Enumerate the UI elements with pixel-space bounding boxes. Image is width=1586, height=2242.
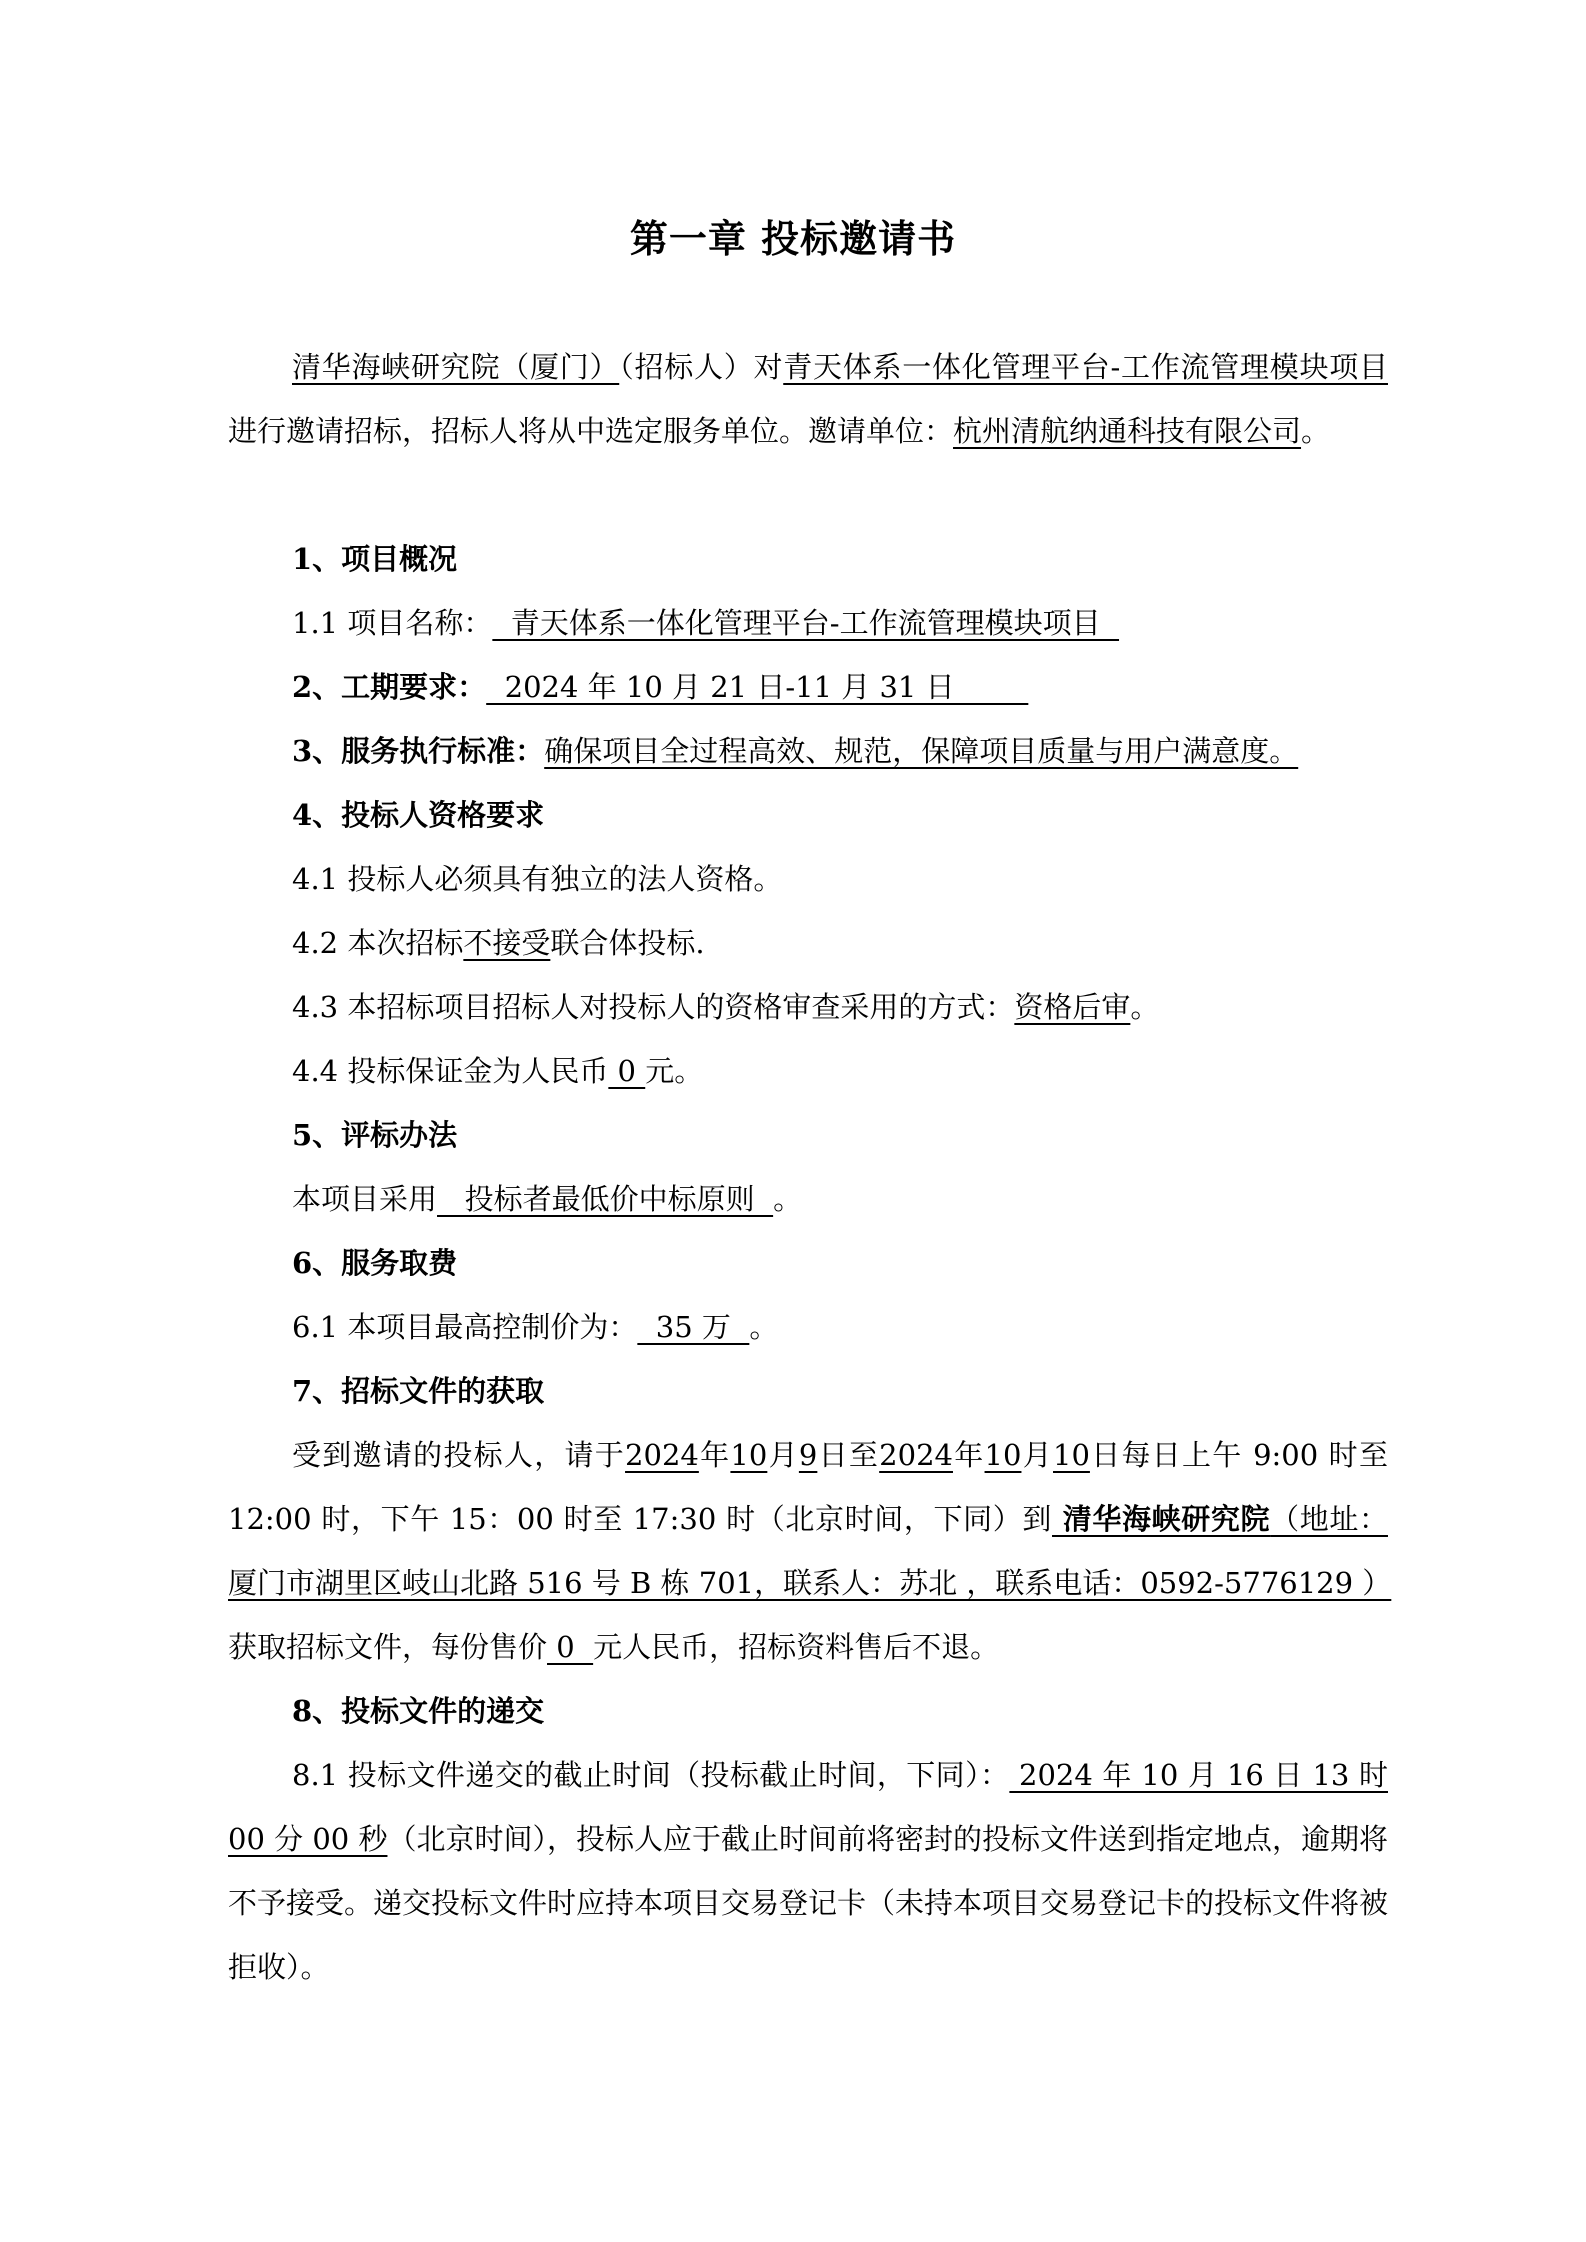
section-8-heading: 8、投标文件的递交	[292, 1694, 545, 1728]
qualification-4-1: 4.1 投标人必须具有独立的法人资格。	[292, 862, 783, 896]
intro-text-2: 进行邀请招标，招标人将从中选定服务单位。邀请单位：	[228, 414, 954, 448]
document-price: 0	[547, 1630, 594, 1664]
section-4-heading: 4、投标人资格要求	[292, 798, 545, 832]
bid-bond-amount: 0	[608, 1054, 646, 1088]
qualification-4-2-post: 联合体投标.	[550, 926, 705, 960]
qualification-4-4-post: 元。	[645, 1054, 704, 1088]
schedule-label: 2、工期要求：	[292, 670, 487, 704]
evaluation-pre: 本项目采用	[292, 1182, 438, 1216]
acq-text-2: 年	[698, 1438, 731, 1472]
start-month: 10	[730, 1438, 768, 1472]
start-year: 2024	[625, 1438, 699, 1472]
qualification-4-3-pre: 4.3 本招标项目招标人对投标人的资格审查采用的方式：	[292, 990, 1015, 1024]
section-2-line	[292, 655, 1452, 719]
start-day: 9	[798, 1438, 818, 1472]
invited-unit: 杭州清航纳通科技有限公司	[953, 414, 1302, 448]
lowest-price-principle: 投标者最低价中标原则	[437, 1182, 774, 1216]
chapter-title: 第一章 投标邀请书	[629, 216, 957, 261]
section-6-heading: 6、服务取费	[292, 1246, 458, 1280]
evaluation-method	[292, 1167, 1452, 1231]
max-price-post: 。	[749, 1310, 779, 1344]
section-7-heading: 7、招标文件的获取	[292, 1374, 545, 1408]
qualification-4-2	[292, 911, 1452, 975]
acq-text-6: 月	[1021, 1438, 1054, 1472]
max-price-value: 35 万	[637, 1310, 750, 1344]
section-1-heading: 1、项目概况	[292, 542, 458, 576]
max-price-line	[292, 1295, 1452, 1359]
submission-post: （北京时间），投标人应于截止时间前将密封的投标文件送到指定地点，逾期将不予接受。递交投标文件时应持本项目交易登记卡（未持本项目交易登记卡的投标文件将被拒收）。	[228, 1822, 1389, 1984]
project-name-value: 青天体系一体化管理平台-工作流管理模块项目	[492, 606, 1120, 640]
document-acquisition-paragraph	[228, 1423, 1392, 1679]
standard-value: 确保项目全过程高效、规范，保障项目质量与用户满意度。	[544, 734, 1299, 768]
submission-pre: 8.1 投标文件递交的截止时间（投标截止时间，下同）：	[292, 1758, 1010, 1792]
qualification-4-2-pre: 4.2 本次招标	[292, 926, 464, 960]
end-month: 10	[984, 1438, 1022, 1472]
qualification-4-4	[292, 1039, 1452, 1103]
max-price-pre: 6.1 本项目最高控制价为：	[292, 1310, 638, 1344]
section-5-heading: 5、评标办法	[292, 1118, 458, 1152]
section-1-item	[292, 591, 1452, 655]
end-day: 10	[1053, 1438, 1090, 1472]
qualification-4-3	[292, 975, 1452, 1039]
submission-deadline: 2024 年 10 月 16 日 13 时 00 分 00 秒	[228, 1758, 1388, 1856]
acq-text-7: 日每日上午 9:00 时至 12:00 时，下午 15：00 时至 17:30 时（北京时间，下同）到	[228, 1438, 1388, 1536]
section-3-line	[292, 719, 1452, 783]
project-name-label: 1.1 项目名称：	[292, 606, 493, 640]
submission-paragraph	[228, 1743, 1388, 1999]
qualification-4-3-post: 。	[1130, 990, 1160, 1024]
consortium-not-accepted: 不接受	[463, 926, 551, 960]
acq-text-1: 受到邀请的投标人，请于	[292, 1438, 626, 1472]
evaluation-post: 。	[773, 1182, 803, 1216]
project-name: 青天体系一体化管理平台-工作流管理模块项目	[783, 350, 1388, 384]
acq-text-9: 元人民币，招标资料售后不退。	[593, 1630, 1000, 1664]
tenderer-name: 清华海峡研究院（厦门）	[292, 350, 620, 384]
schedule-value: 2024 年 10 月 21 日-11 月 31 日	[486, 670, 1029, 704]
acquisition-address-contact: （地址：厦门市湖里区岐山北路 516 号 B 栋 701，联系人：苏北 ，联系电话：0592-5776129 ）	[228, 1502, 1392, 1600]
intro-text-3: 。	[1301, 414, 1331, 448]
intro-paragraph	[228, 335, 1388, 463]
acq-text-5: 年	[952, 1438, 985, 1472]
qualification-4-4-pre: 4.4 投标保证金为人民币	[292, 1054, 609, 1088]
acq-text-4: 日至	[817, 1438, 880, 1472]
standard-label: 3、服务执行标准：	[292, 734, 545, 768]
acq-text-8: 获取招标文件，每份售价	[228, 1630, 548, 1664]
acquisition-place: 清华海峡研究院	[1052, 1502, 1271, 1536]
end-year: 2024	[879, 1438, 953, 1472]
acq-text-3: 月	[767, 1438, 799, 1472]
intro-text-1: （招标人）对	[619, 350, 784, 384]
post-qualification-review: 资格后审	[1014, 990, 1131, 1024]
